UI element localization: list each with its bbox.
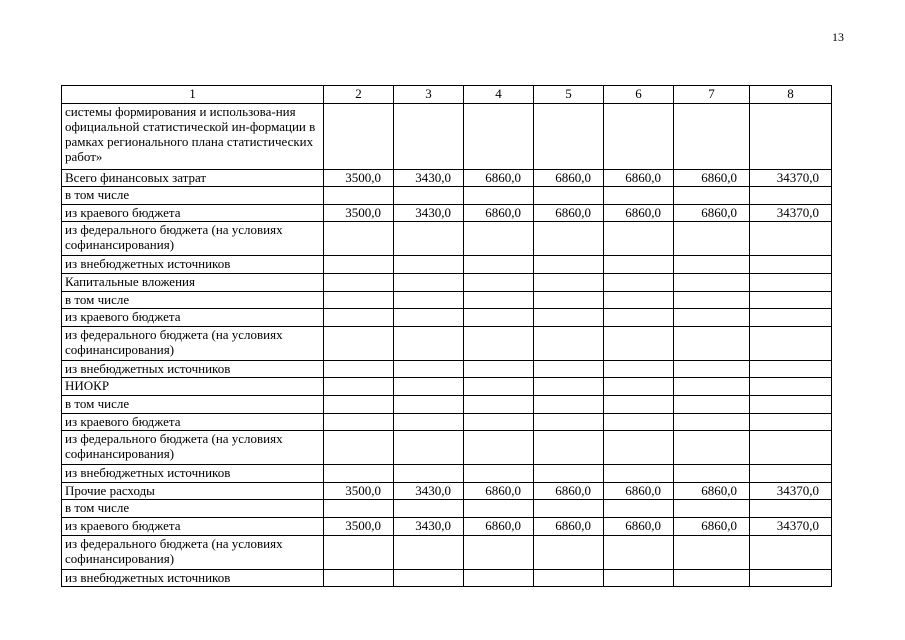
value-cell: 6860,0: [464, 517, 534, 535]
value-cell: [750, 187, 832, 205]
value-cell: [750, 378, 832, 396]
value-cell: 6860,0: [604, 204, 674, 222]
table-row: [62, 378, 832, 396]
value-cell: [464, 500, 534, 518]
value-cell: [324, 431, 394, 465]
value-cell: [750, 395, 832, 413]
value-cell: [750, 256, 832, 274]
value-cell: [324, 360, 394, 378]
value-cell: [394, 291, 464, 309]
value-cell: [674, 103, 750, 169]
value-cell: [604, 431, 674, 465]
row-label: из федерального бюджета (на условиях софинансирования): [62, 431, 324, 465]
value-cell: [534, 395, 604, 413]
value-cell: [674, 222, 750, 256]
value-cell: [604, 535, 674, 569]
value-cell: 6860,0: [534, 517, 604, 535]
value-cell: [534, 187, 604, 205]
row-label: из федерального бюджета (на условиях софинансирования): [62, 326, 324, 360]
value-cell: 6860,0: [604, 482, 674, 500]
value-cell: [324, 569, 394, 587]
page-number: 13: [832, 30, 844, 44]
row-label: из внебюджетных источников: [62, 569, 324, 587]
value-cell: [604, 291, 674, 309]
row-label: в том числе: [62, 291, 324, 309]
value-cell: [324, 256, 394, 274]
value-cell: [604, 395, 674, 413]
value-cell: [674, 273, 750, 291]
value-cell: [674, 569, 750, 587]
table-row: [62, 187, 832, 205]
value-cell: 6860,0: [464, 204, 534, 222]
value-cell: [464, 273, 534, 291]
value-cell: [394, 309, 464, 327]
value-cell: [534, 431, 604, 465]
value-cell: [534, 535, 604, 569]
value-cell: [464, 256, 534, 274]
row-label: из краевого бюджета: [62, 204, 324, 222]
table-row: [62, 431, 832, 465]
row-label: из внебюджетных источников: [62, 256, 324, 274]
value-cell: [604, 103, 674, 169]
column-header: 4: [464, 86, 534, 104]
table-row: [62, 273, 832, 291]
value-cell: [674, 256, 750, 274]
column-header: 1: [62, 86, 324, 104]
value-cell: [394, 413, 464, 431]
value-cell: 3500,0: [324, 169, 394, 187]
table-row: [62, 535, 832, 569]
value-cell: [604, 378, 674, 396]
value-cell: [464, 535, 534, 569]
table-row: [62, 482, 832, 500]
row-label: из внебюджетных источников: [62, 360, 324, 378]
value-cell: [534, 326, 604, 360]
value-cell: [394, 222, 464, 256]
value-cell: 6860,0: [604, 169, 674, 187]
value-cell: [324, 500, 394, 518]
value-cell: [750, 222, 832, 256]
value-cell: [604, 222, 674, 256]
row-label: из федерального бюджета (на условиях софинансирования): [62, 222, 324, 256]
value-cell: [674, 413, 750, 431]
row-label: в том числе: [62, 187, 324, 205]
value-cell: [674, 500, 750, 518]
value-cell: [324, 187, 394, 205]
column-header: 7: [674, 86, 750, 104]
value-cell: [750, 309, 832, 327]
value-cell: [394, 465, 464, 483]
value-cell: [534, 569, 604, 587]
table-row: [62, 395, 832, 413]
value-cell: 6860,0: [674, 169, 750, 187]
value-cell: 6860,0: [674, 482, 750, 500]
value-cell: [394, 378, 464, 396]
value-cell: 34370,0: [750, 517, 832, 535]
value-cell: [750, 273, 832, 291]
table-row: [62, 500, 832, 518]
value-cell: [674, 378, 750, 396]
value-cell: [750, 431, 832, 465]
row-label: из краевого бюджета: [62, 309, 324, 327]
table-row: [62, 517, 832, 535]
value-cell: [394, 535, 464, 569]
value-cell: [674, 326, 750, 360]
value-cell: [464, 465, 534, 483]
value-cell: [750, 569, 832, 587]
row-label: Капитальные вложения: [62, 273, 324, 291]
value-cell: [464, 569, 534, 587]
value-cell: [534, 413, 604, 431]
row-label: из краевого бюджета: [62, 413, 324, 431]
value-cell: [534, 273, 604, 291]
value-cell: 6860,0: [604, 517, 674, 535]
value-cell: [324, 535, 394, 569]
value-cell: [324, 326, 394, 360]
value-cell: [394, 187, 464, 205]
value-cell: [464, 413, 534, 431]
value-cell: [464, 103, 534, 169]
table-row: [62, 256, 832, 274]
value-cell: [534, 291, 604, 309]
column-header: 2: [324, 86, 394, 104]
value-cell: [534, 465, 604, 483]
table-row: [62, 326, 832, 360]
value-cell: [750, 291, 832, 309]
financing-table: [61, 85, 832, 587]
value-cell: [674, 360, 750, 378]
row-label: в том числе: [62, 395, 324, 413]
row-label: из федерального бюджета (на условиях софинансирования): [62, 535, 324, 569]
value-cell: [674, 187, 750, 205]
column-header: 5: [534, 86, 604, 104]
value-cell: [604, 326, 674, 360]
value-cell: [394, 273, 464, 291]
value-cell: [534, 500, 604, 518]
value-cell: [324, 378, 394, 396]
value-cell: 6860,0: [464, 169, 534, 187]
value-cell: [534, 360, 604, 378]
value-cell: [464, 291, 534, 309]
value-cell: 34370,0: [750, 482, 832, 500]
table-row: [62, 309, 832, 327]
value-cell: [324, 273, 394, 291]
column-header: 6: [604, 86, 674, 104]
value-cell: [604, 187, 674, 205]
column-header: 3: [394, 86, 464, 104]
table-row: [62, 169, 832, 187]
value-cell: [750, 326, 832, 360]
column-header: 8: [750, 86, 832, 104]
value-cell: [604, 256, 674, 274]
value-cell: [324, 413, 394, 431]
value-cell: [534, 222, 604, 256]
value-cell: 34370,0: [750, 169, 832, 187]
value-cell: [534, 103, 604, 169]
value-cell: [394, 256, 464, 274]
table-row: [62, 291, 832, 309]
table-row: [62, 360, 832, 378]
table-row: [62, 569, 832, 587]
value-cell: [534, 256, 604, 274]
value-cell: 6860,0: [534, 204, 604, 222]
value-cell: [324, 395, 394, 413]
value-cell: [604, 569, 674, 587]
value-cell: [674, 465, 750, 483]
value-cell: 3430,0: [394, 204, 464, 222]
table-row: [62, 413, 832, 431]
value-cell: [394, 569, 464, 587]
row-label: НИОКР: [62, 378, 324, 396]
value-cell: [394, 500, 464, 518]
table-row: [62, 204, 832, 222]
value-cell: [324, 309, 394, 327]
value-cell: [394, 103, 464, 169]
value-cell: [464, 326, 534, 360]
value-cell: [324, 465, 394, 483]
table-row: [62, 222, 832, 256]
value-cell: [750, 465, 832, 483]
row-label: из внебюджетных источников: [62, 465, 324, 483]
value-cell: [750, 500, 832, 518]
value-cell: [534, 378, 604, 396]
value-cell: [750, 360, 832, 378]
value-cell: [464, 378, 534, 396]
value-cell: [604, 309, 674, 327]
value-cell: [534, 309, 604, 327]
value-cell: [750, 103, 832, 169]
value-cell: 34370,0: [750, 204, 832, 222]
value-cell: [464, 431, 534, 465]
value-cell: 6860,0: [674, 204, 750, 222]
value-cell: [464, 187, 534, 205]
value-cell: 6860,0: [534, 169, 604, 187]
table-header-row: [62, 86, 832, 104]
value-cell: [674, 431, 750, 465]
value-cell: [464, 222, 534, 256]
value-cell: [750, 535, 832, 569]
value-cell: [674, 535, 750, 569]
value-cell: 3500,0: [324, 482, 394, 500]
value-cell: [464, 309, 534, 327]
value-cell: [394, 326, 464, 360]
table-row: [62, 465, 832, 483]
table-body: [62, 103, 832, 587]
value-cell: [324, 103, 394, 169]
value-cell: [674, 291, 750, 309]
value-cell: [604, 500, 674, 518]
value-cell: [604, 465, 674, 483]
value-cell: [604, 273, 674, 291]
row-label: системы формирования и использова-ния официальной статистической ин-формации в рамках регионального плана статистических работ»: [62, 103, 324, 169]
row-label: в том числе: [62, 500, 324, 518]
value-cell: [604, 413, 674, 431]
value-cell: [604, 360, 674, 378]
value-cell: [674, 395, 750, 413]
value-cell: 3430,0: [394, 517, 464, 535]
value-cell: 3500,0: [324, 517, 394, 535]
row-label: из краевого бюджета: [62, 517, 324, 535]
value-cell: [394, 360, 464, 378]
value-cell: 3430,0: [394, 169, 464, 187]
value-cell: [464, 360, 534, 378]
value-cell: [464, 395, 534, 413]
value-cell: [394, 431, 464, 465]
value-cell: 6860,0: [534, 482, 604, 500]
value-cell: [674, 309, 750, 327]
row-label: Всего финансовых затрат: [62, 169, 324, 187]
value-cell: [324, 291, 394, 309]
value-cell: [394, 395, 464, 413]
table-row: [62, 103, 832, 169]
value-cell: 3500,0: [324, 204, 394, 222]
value-cell: 3430,0: [394, 482, 464, 500]
value-cell: 6860,0: [674, 517, 750, 535]
value-cell: 6860,0: [464, 482, 534, 500]
value-cell: [324, 222, 394, 256]
row-label: Прочие расходы: [62, 482, 324, 500]
value-cell: [750, 413, 832, 431]
